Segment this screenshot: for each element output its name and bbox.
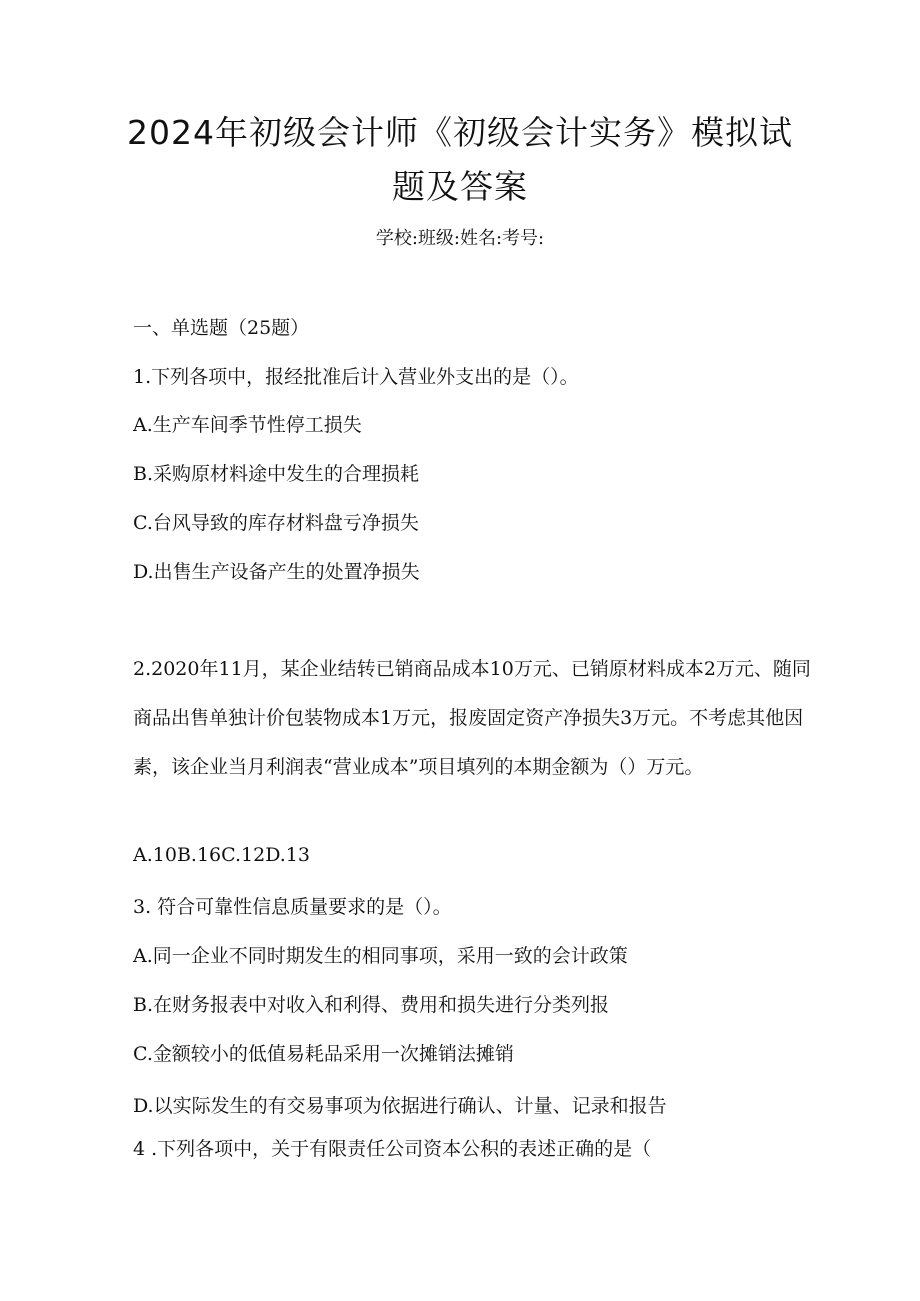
question-2-stem: 2.2020年11月，某企业结转已销商品成本10万元、已销原材料成本2万元、随同商品出售单独计价包装物成本1万元，报废固定资产净损失3万元。不考虑其他因素，该企业当月利润表“营业成本”项目填列的本期金额为（）万元。	[133, 658, 811, 778]
question-4-stem: 4 .下列各项中，关于有限责任公司资本公积的表述正确的是（	[133, 1138, 652, 1160]
question-3-option-b: B.在财务报表中对收入和利得、费用和损失进行分类列报	[133, 994, 610, 1016]
question-3-option-c: C.金额较小的低值易耗品采用一次摊销法摊销	[133, 1043, 514, 1065]
section-heading: 一、单选题（25题）	[133, 317, 310, 339]
question-3-stem: 3. 符合可靠性信息质量要求的是（）。	[133, 896, 452, 918]
document-title: 2024年初级会计师《初级会计实务》模拟试题及答案	[127, 113, 793, 206]
question-1-stem: 1.下列各项中，报经批准后计入营业外支出的是（）。	[133, 366, 579, 388]
question-3-option-a: A.同一企业不同时期发生的相同事项，采用一致的会计政策	[133, 945, 628, 967]
question-1-option-d: D.出售生产设备产生的处置净损失	[133, 561, 420, 583]
question-1-option-c: C.台风导致的库存材料盘亏净损失	[133, 512, 419, 534]
question-3-option-d: D.以实际发生的有交易事项为依据进行确认、计量、记录和报告	[133, 1095, 667, 1117]
question-2-options: A.10B.16C.12D.13	[133, 844, 310, 866]
question-1-option-a: A.生产车间季节性停工损失	[133, 414, 362, 436]
student-info-line: 学校:班级:姓名:考号:	[375, 228, 545, 249]
question-1-option-b: B.采购原材料途中发生的合理损耗	[133, 463, 420, 485]
